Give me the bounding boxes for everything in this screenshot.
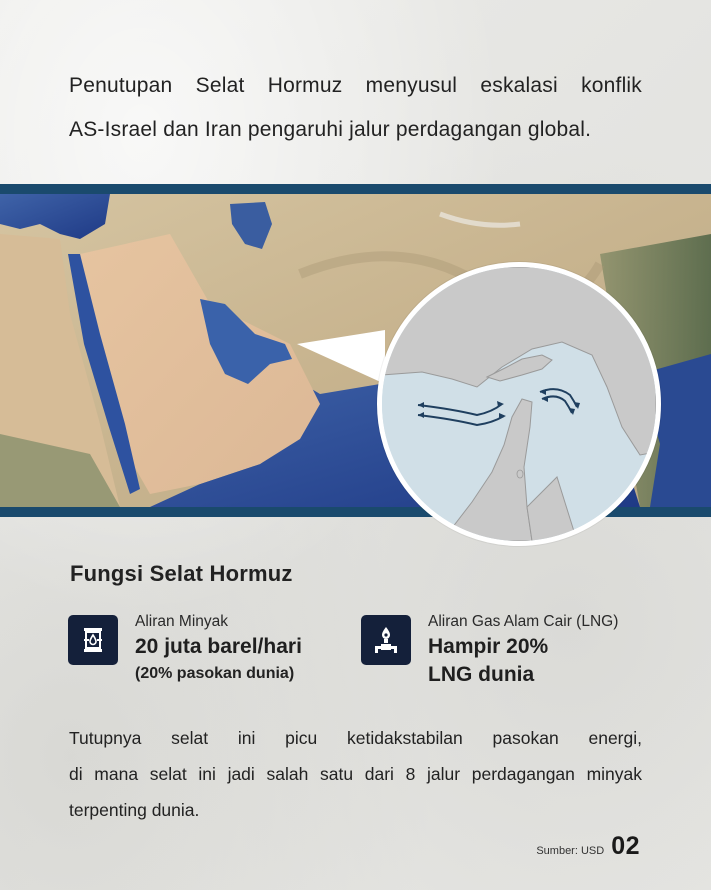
body-paragraph (69, 720, 642, 828)
body-line-1: Tutupnya selat ini picu ketidakstabilan pasokan energi, (69, 728, 642, 748)
stat-oil-flow (68, 615, 302, 687)
stat-value: Hampir 20% (428, 635, 549, 658)
intro-line-2: AS-Israel dan Iran pengaruhi jalur perdagangan global. (69, 118, 592, 141)
stat-value: 20 juta barel/hari (135, 635, 302, 658)
strait-detail-map (382, 267, 656, 541)
gas-flame-pipe-icon (361, 615, 411, 665)
section-title: Fungsi Selat Hormuz (70, 561, 293, 586)
footer (536, 832, 640, 861)
stat-label: Aliran Minyak (135, 613, 229, 630)
intro-paragraph (69, 64, 642, 152)
map-top-band (0, 184, 711, 194)
strait-of-hormuz-inset (377, 262, 661, 546)
intro-line-1: Penutupan Selat Hormuz menyusul eskalasi konflik (69, 74, 642, 97)
body-line-2: di mana selat ini jadi salah satu dari 8 jalur perdagangan minyak (69, 764, 642, 784)
oil-barrel-icon (68, 615, 118, 665)
page-number: 02 (611, 832, 640, 860)
stat-subtext: (20% pasokan dunia) (135, 665, 295, 682)
stat-value-line2: LNG dunia (428, 663, 535, 686)
source-credit: Sumber: USD (536, 845, 605, 857)
body-line-3: terpenting dunia. (69, 800, 200, 820)
stat-lng-flow (361, 615, 618, 689)
stat-label: Aliran Gas Alam Cair (LNG) (428, 613, 619, 630)
